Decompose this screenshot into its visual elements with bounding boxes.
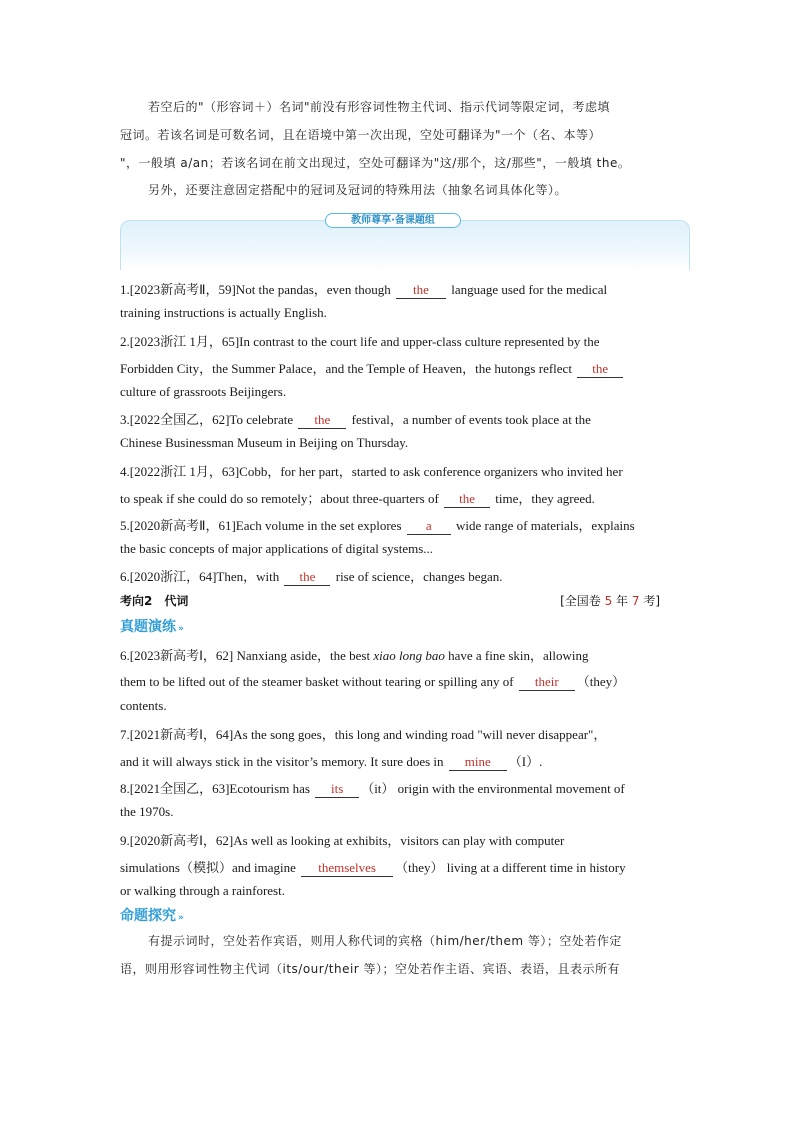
question-text: origin with the environmental movement of <box>394 781 625 796</box>
zhenti-heading <box>120 616 184 636</box>
question-3-line-2: Chinese Businessman Museum in Beijing on Thursday. <box>120 435 409 450</box>
count-years: 5 <box>604 594 613 608</box>
pronoun-q7-line-1: 7.[2021新高考Ⅰ，64]As the song goes，this long and winding road "will never disappear"， <box>120 727 607 742</box>
section-header <box>120 592 660 610</box>
question-4-line-1: 4.[2022浙江 1月，63]Cobb，for her part，started to ask conference organizers who invited her <box>120 464 623 479</box>
question-text: have a fine skin，allowing <box>444 648 589 663</box>
section-title: 考向2 代词 <box>120 594 189 608</box>
question-5-line-2: the basic concepts of major applications of digital systems... <box>120 541 434 556</box>
answer-blank: their <box>519 674 575 691</box>
question-text: 8.[2021全国乙，63]Ecotourism has <box>120 781 314 796</box>
mingti-heading-text: 命题探究 <box>120 908 176 924</box>
intro-line-1: 若空后的"（形容词＋）名词"前没有形容词性物主代词、指示代词等限定词，考虑填 <box>148 100 611 114</box>
answer-blank: its <box>315 781 359 798</box>
question-text: Forbidden City，the Summer Palace，and the Temple of Heaven，the hutongs reflect <box>120 361 576 376</box>
count-text: 年 <box>612 594 632 608</box>
intro-line-2: 冠词。若该名词是可数名词，且在语境中第一次出现，空处可翻译为"一个（名、本等） <box>120 128 602 142</box>
answer-blank: the <box>284 569 330 586</box>
answer-blank: the <box>577 361 623 378</box>
question-2-line-3: culture of grassroots Beijingers. <box>120 384 287 399</box>
question-4-line-2 <box>120 488 595 508</box>
outro-line-2: 语，则用形容词性物主代词（its/our/their 等）；空处若作主语、宾语、表语，且表示所有 <box>120 962 621 976</box>
hint-word: （I）. <box>508 754 543 769</box>
question-text: 6.[2020浙江，64]Then，with <box>120 569 283 584</box>
answer-blank: themselves <box>301 860 393 877</box>
outro-line-1: 有提示词时，空处若作宾语，则用人称代词的宾格（him/her/them 等）；空处若作定 <box>148 934 622 948</box>
question-2-line-1: 2.[2023浙江 1月，65]In contrast to the court life and upper-class culture represented by the <box>120 334 600 349</box>
hint-word: （they） <box>576 674 626 689</box>
intro-line-4: 另外，还要注意固定搭配中的冠词及冠词的特殊用法（抽象名词具体化等）。 <box>148 183 568 197</box>
question-text: to speak if she could do so remotely；about three-quarters of <box>120 491 443 506</box>
answer-blank: mine <box>449 754 507 771</box>
zhenti-heading-text: 真题演练 <box>120 619 176 635</box>
question-text: living at a different time in history <box>443 860 626 875</box>
answer-blank: the <box>444 491 490 508</box>
answer-blank: the <box>396 282 446 299</box>
pronoun-q9-line-3: or walking through a rainforest. <box>120 883 285 898</box>
pronoun-q6-line-2 <box>120 671 625 691</box>
question-text: rise of science，changes began. <box>332 569 503 584</box>
question-text: language used for the medical <box>447 282 608 297</box>
teacher-tab-label: 教师尊享·备课题组 <box>325 213 461 228</box>
question-text: 5.[2020新高考Ⅱ，61]Each volume in the set explores <box>120 518 405 533</box>
question-text: 3.[2022全国乙，62]To celebrate <box>120 412 297 427</box>
chevron-down-icon: » <box>178 624 184 634</box>
pronoun-q9-line-1: 9.[2020新高考Ⅰ，62]As well as looking at exhibits，visitors can play with computer <box>120 833 565 848</box>
pronoun-q6-line-1 <box>120 645 589 664</box>
question-6-line-1 <box>120 566 503 586</box>
question-2-line-2 <box>120 358 625 378</box>
answer-blank: the <box>298 412 346 429</box>
intro-line-3: "，一般填 a/an；若该名词在前文出现过，空处可翻译为"这/那个，这/那些"，一般填 the。 <box>120 156 631 170</box>
pronoun-q6-line-3: contents. <box>120 698 167 713</box>
count-text: 考] <box>639 594 660 608</box>
question-text: time，they agreed. <box>492 491 595 506</box>
question-1-line-2: training instructions is actually English. <box>120 305 327 320</box>
pronoun-q9-line-2 <box>120 857 626 877</box>
mingti-heading <box>120 905 184 925</box>
answer-blank: a <box>407 518 451 535</box>
question-text: and it will always stick in the visitor’s memory. It sure does in <box>120 754 447 769</box>
hint-word: （it） <box>361 781 395 796</box>
question-text: 1.[2023新高考Ⅱ，59]Not the pandas，even though <box>120 282 394 297</box>
question-text: simulations（模拟）and imagine <box>120 860 300 875</box>
pronoun-q8-line-1 <box>120 778 625 798</box>
pronoun-q7-line-2 <box>120 751 542 771</box>
question-5-line-1 <box>120 515 635 535</box>
hint-word: （they） <box>395 860 444 875</box>
count-exams: 7 <box>631 594 640 608</box>
pronoun-q8-line-2: the 1970s. <box>120 804 174 819</box>
question-text: 6.[2023新高考Ⅰ，62] Nanxiang aside，the best <box>120 648 374 663</box>
question-text: them to be lifted out of the steamer basket without tearing or spilling any of <box>120 674 517 689</box>
chevron-down-icon: » <box>178 913 184 923</box>
count-text: [全国卷 <box>560 594 605 608</box>
question-3-line-1 <box>120 409 591 429</box>
question-1-line-1 <box>120 279 607 299</box>
section-exam-count <box>560 592 660 609</box>
question-text: wide range of materials，explains <box>452 518 635 533</box>
question-text: festival，a number of events took place at the <box>348 412 591 427</box>
italic-term: xiao long bao <box>373 648 445 663</box>
